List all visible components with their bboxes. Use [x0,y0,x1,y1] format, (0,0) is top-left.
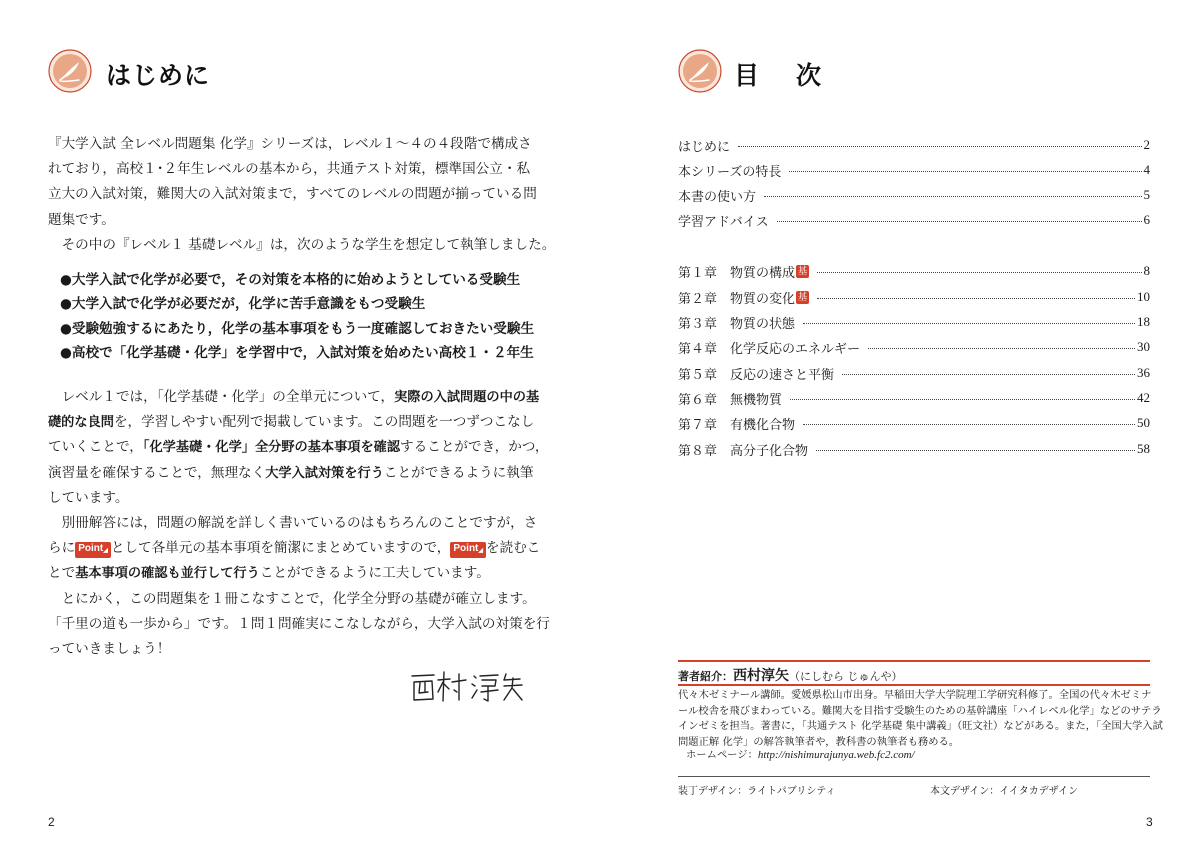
text-line: 『大学入試 全レベル問題集 化学』シリーズは，レベル１～４の４段階で構成さ [48,136,532,152]
text-line: インゼミを担当。著書に，「共通テスト 化学基礎 集中講義」（旺文社）などがある。また，「全国大学入試 [678,720,1163,732]
text-line: れており，高校１･２年生レベルの基本から，共通テスト対策，標準国公立・私 [48,161,531,178]
bold-text: 大学入試対策を行う [265,465,384,481]
bold-text: 基本事項の確認も並行して行う [75,566,260,582]
author-name: 西村淳矢 [733,668,789,684]
toc-page: 10 [1137,289,1150,304]
text-line: 問題正解 化学」の解答執筆者や，教科書の執筆者も務める。 [678,735,960,748]
leader-dots [817,298,1135,299]
text-span: として各単元の基本事項を簡潔にまとめていますので， [110,540,451,557]
leader-dots [777,221,1142,222]
quill-icon [678,49,722,93]
toc-chapter: 第４章 [678,341,718,357]
text-line: 別冊解答には，問題の解説を詳しく書いているのはもちろんのことですが，さ [48,514,538,531]
text-line: 「千里の道も一歩から」です。１問１問確実にこなしながら，大学入試の対策を行 [48,615,550,632]
toc-chapter: 第２章 [678,291,718,307]
author-heading [678,665,903,685]
toc-title: 有機化合物 [730,417,796,433]
toc-item[interactable] [678,388,1150,408]
list-item: ●受験勉強するにあたり，化学の基本事項をもう一度確認しておきたい受験生 [60,320,535,337]
toc-page: 2 [1143,137,1150,152]
toc-item[interactable] [678,261,1150,281]
intro-paragraph [48,132,556,258]
leader-dots [816,450,1135,451]
text-line [48,536,541,561]
toc-chapter: 第３章 [678,316,718,332]
toc-item[interactable] [678,287,1150,307]
text-line: その中の『レベル１ 基礎レベル』は，次のような学生を想定して執筆しました。 [48,236,556,253]
toc-item[interactable] [678,363,1150,383]
toc-page: 36 [1137,365,1150,380]
author-reading: （にしむら じゅんや） [789,670,903,683]
toc-item[interactable] [678,413,1150,433]
leader-dots [868,348,1135,349]
toc-item[interactable] [678,312,1150,332]
toc-chapter: 第６章 [678,392,718,408]
text-span: ことができるように執筆 [383,464,534,481]
body-paragraph [48,385,550,662]
list-item: ●高校で「化学基礎・化学」を学習中で，入試対策を始めたい高校１・２年生 [60,345,534,362]
toc-page: 4 [1143,162,1150,177]
leader-dots [764,196,1141,197]
text-line: 題集です。 [48,211,115,228]
leader-dots [789,171,1141,172]
toc-title: 本シリーズの特長 [678,164,782,180]
homepage-link[interactable]: http://nishimurajunya.web.fc2.com/ [757,749,915,761]
author-label: 著者紹介： [678,670,733,683]
text-line: しています。 [48,489,129,506]
page-number: 2 [48,815,55,829]
toc-chapter: 第１章 [678,265,718,281]
toc-title: 物質の変化 [730,291,796,307]
point-label: Point [453,543,479,555]
kiso-badge: 基 [797,265,808,277]
bold-text: 「化学基礎・化学」全分野の基本事項を確認 [142,440,401,456]
signature [408,668,526,704]
bold-text: 礎的な良問 [48,415,114,431]
author-divider [678,684,1150,686]
text-span: を，学習しやすい配列で掲載しています。この問題を一つずつこなし [113,414,535,431]
toc-title: 化学反応のエネルギー [730,341,861,357]
text-line [48,461,534,486]
toc-page: 58 [1137,441,1150,456]
toc-page: 30 [1137,339,1150,354]
toc-title: 無機物質 [730,392,783,408]
text-line: っていきましょう！ [48,640,171,657]
toc-page: 42 [1137,390,1150,405]
point-badge: Point$_◢$ [75,542,111,558]
credits-divider [678,776,1150,777]
author-homepage [686,746,915,761]
toc-item[interactable] [678,337,1150,357]
leader-dots [817,272,1141,273]
leader-dots [738,146,1141,147]
text-line: 代々木ゼミナール講師。愛媛県松山市出身。早稲田大学大学院理工学研究科修了。全国の代々木ゼミナ [678,689,1152,701]
toc-item[interactable] [678,135,1150,155]
bold-text: 実際の入試問題の中の基 [394,390,540,405]
toc-page: 6 [1143,212,1150,227]
toc-title: 物質の状態 [730,316,796,332]
toc-title: 学習アドバイス [678,214,769,230]
toc-item[interactable] [678,185,1150,205]
text-span: 演習量を確保することで，無理なく [48,464,266,481]
toc-chapter: 第５章 [678,367,718,383]
target-student-list [60,268,534,366]
leader-dots [842,374,1135,375]
text-span: ことができるように工夫しています。 [259,565,490,582]
text-line [48,385,540,410]
cover-design-credit: 装丁デザイン：ライトパブリシティ [678,786,836,797]
toc-title: 高分子化合物 [730,443,809,459]
page-title: はじめに [106,61,211,90]
text-span: レベル１では，「化学基礎・化学」の全単元について， [48,389,395,405]
text-span: を読むこ [486,540,541,557]
quill-icon [48,49,92,93]
toc-title: はじめに [678,139,731,155]
page-number: 3 [1146,815,1153,829]
leader-dots [790,399,1135,400]
list-item: ●大学入試で化学が必要で，その対策を本格的に始めようとしている受験生 [60,272,521,288]
list-item: ●大学入試で化学が必要だが，化学に苦手意識をもつ受験生 [60,296,426,313]
text-span: することができ，かつ， [400,439,549,456]
text-line: とにかく，この問題集を１冊こなすことで，化学全分野の基礎が確立します。 [48,590,536,607]
toc-page: 18 [1137,314,1150,329]
leader-dots [803,323,1135,324]
text-span: らに [48,540,76,557]
text-line: 立大の入試対策，難関大の入試対策まで，すべてのレベルの問題が揃っている問 [48,186,537,203]
text-line [48,561,528,586]
toc-page: 5 [1143,187,1150,202]
text-span: とで [48,565,76,582]
toc-page: 50 [1137,415,1150,430]
point-badge: Point$_◢$ [450,542,486,558]
toc-title: 物質の構成 [730,265,796,281]
toc-title: 反応の速さと平衡 [730,367,835,383]
page-title: 目 次 [734,61,828,90]
author-divider [678,660,1150,662]
body-design-credit: 本文デザイン：イイタカデザイン [930,786,1079,797]
toc-chapter: 第７章 [678,417,718,433]
point-label: Point [78,543,104,555]
text-line: ール校舎を飛びまわっている。難関大を目指す受験生のための基幹講座「ハイレベル化学」などのサテラ [678,704,1162,717]
toc-item[interactable] [678,160,1150,180]
toc-page: 8 [1143,263,1150,278]
text-line [48,410,535,435]
homepage-label: ホームページ： [686,749,758,761]
text-line [48,435,549,460]
kiso-badge: 基 [797,291,808,303]
text-span: ていくことで， [48,439,143,456]
author-bio [678,688,1163,750]
toc-item[interactable] [678,439,1150,459]
leader-dots [803,424,1135,425]
toc-chapter: 第８章 [678,443,718,459]
toc-item[interactable] [678,210,1150,230]
toc-title: 本書の使い方 [678,189,757,205]
